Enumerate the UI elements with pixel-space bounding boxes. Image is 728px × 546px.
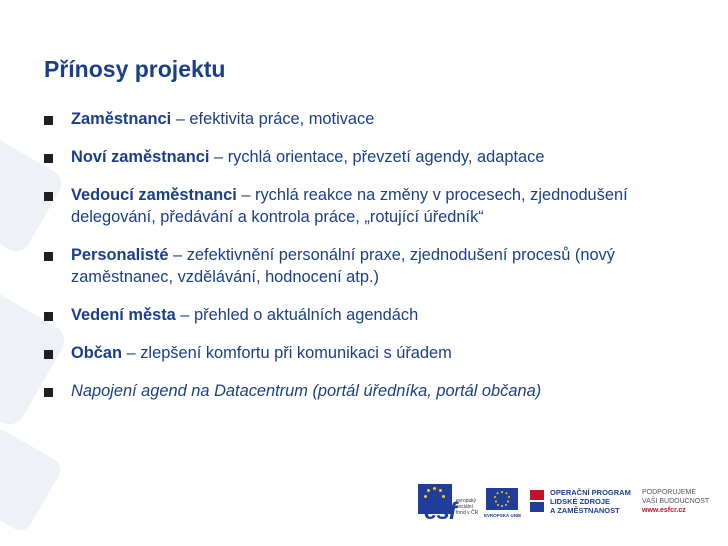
eu-flag-icon <box>486 488 518 510</box>
bullet-term: Vedoucí zaměstnanci <box>71 186 237 204</box>
bullet-text: – rychlá orientace, převzetí agendy, adaptace <box>209 148 545 166</box>
op-line: OPERAČNÍ PROGRAM <box>550 488 631 497</box>
bullet-text: – přehled o aktuálních agendách <box>175 306 419 324</box>
bullet-text: – zlepšení komfortu při komunikaci s úřadem <box>122 344 452 362</box>
bullet-square-icon <box>44 312 53 321</box>
bullet-term: Personalisté <box>71 246 169 264</box>
bullet-term: Občan <box>71 344 123 362</box>
list-item <box>44 342 694 364</box>
bullet-square-icon <box>44 350 53 359</box>
op-line: A ZAMĚSTNANOST <box>550 506 620 515</box>
op-logo-icon <box>530 490 544 520</box>
bullet-term: Noví zaměstnanci <box>71 148 210 166</box>
list-item <box>44 108 694 130</box>
bullet-square-icon <box>44 388 53 397</box>
bullet-term: Vedení města <box>71 306 176 324</box>
support-line: PODPORUJEME <box>642 489 697 496</box>
bullet-square-icon <box>44 192 53 201</box>
bullet-square-icon <box>44 116 53 125</box>
support-line: VAŠI BUDOUCNOST <box>642 498 710 505</box>
list-item <box>44 380 694 402</box>
op-line: LIDSKÉ ZDROJE <box>550 497 611 506</box>
bullet-text: – zefektivnění personální praxe, zjednodušení procesů (nový zaměstnanec, vzdělávání, hodnocení atp.) <box>71 246 615 286</box>
list-item <box>44 244 694 288</box>
support-url: www.esfcr.cz <box>642 507 686 514</box>
bullet-text: – efektivita práce, motivace <box>171 110 375 128</box>
list-item <box>44 304 694 326</box>
esf-caption: evropský sociální fond v ČR <box>456 498 479 516</box>
footer-logos <box>418 484 718 532</box>
eu-caption: EVROPSKÁ UNIE <box>484 513 522 518</box>
bullet-list <box>44 108 694 418</box>
support-text <box>642 488 722 515</box>
bullet-square-icon <box>44 252 53 261</box>
page-title: Přínosy projektu <box>44 56 226 82</box>
esf-logo-text: esf <box>424 498 456 525</box>
bullet-term: Napojení agend na Datacentrum <box>71 382 308 400</box>
bullet-square-icon <box>44 154 53 163</box>
bullet-text: – rychlá reakce na změny v procesech, zjednodušení delegování, předávání a kontrola práce, „rotující úředník“ <box>71 186 628 226</box>
bullet-text: (portál úředníka, portál občana) <box>307 382 542 400</box>
op-text <box>550 488 635 515</box>
list-item <box>44 184 694 228</box>
bullet-term: Zaměstnanci <box>71 110 172 128</box>
list-item <box>44 146 694 168</box>
